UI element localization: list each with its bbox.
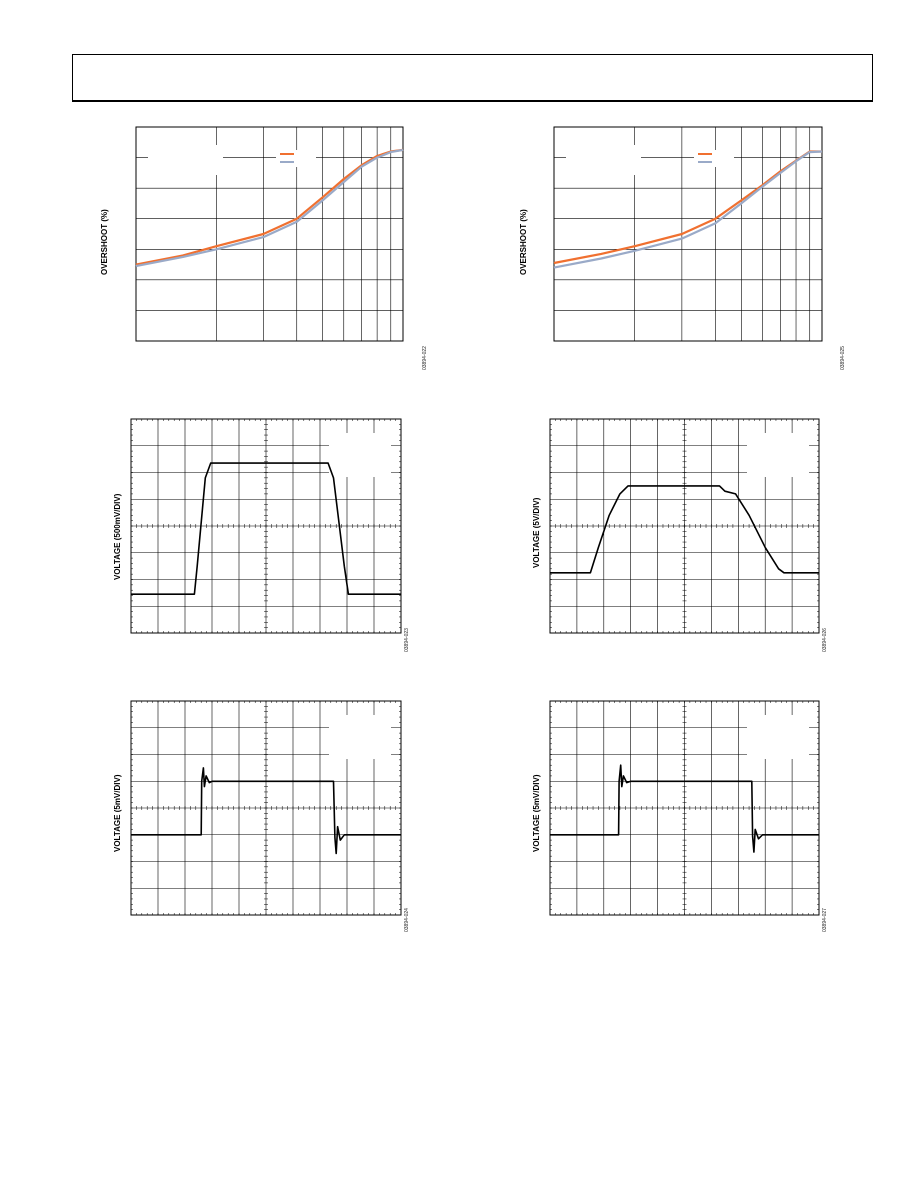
- y-axis-label: VOLTAGE (5mV/DIV): [113, 774, 122, 852]
- annotation-box: [329, 433, 391, 477]
- annotation-box: [566, 145, 641, 175]
- y-axis-label: VOLTAGE (5mV/DIV): [532, 774, 541, 852]
- figure-code: 03894-023: [404, 628, 410, 652]
- annotation-box: [747, 715, 809, 759]
- annotation-box: [747, 433, 809, 477]
- y-axis-label: OVERSHOOT (%): [100, 209, 109, 275]
- annotation-box: [148, 145, 223, 175]
- figure-code: 03894-025: [840, 346, 846, 370]
- y-axis-label: VOLTAGE (500mV/DIV): [113, 493, 122, 580]
- figure-code: 03894-026: [822, 628, 828, 652]
- figure-code: 03894-027: [822, 908, 828, 932]
- y-axis-label: OVERSHOOT (%): [519, 209, 528, 275]
- figure-code: 03894-024: [404, 908, 410, 932]
- annotation-box: [329, 715, 391, 759]
- figure-code: 03894-022: [422, 346, 428, 370]
- y-axis-label: VOLTAGE (5V/DIV): [532, 497, 541, 568]
